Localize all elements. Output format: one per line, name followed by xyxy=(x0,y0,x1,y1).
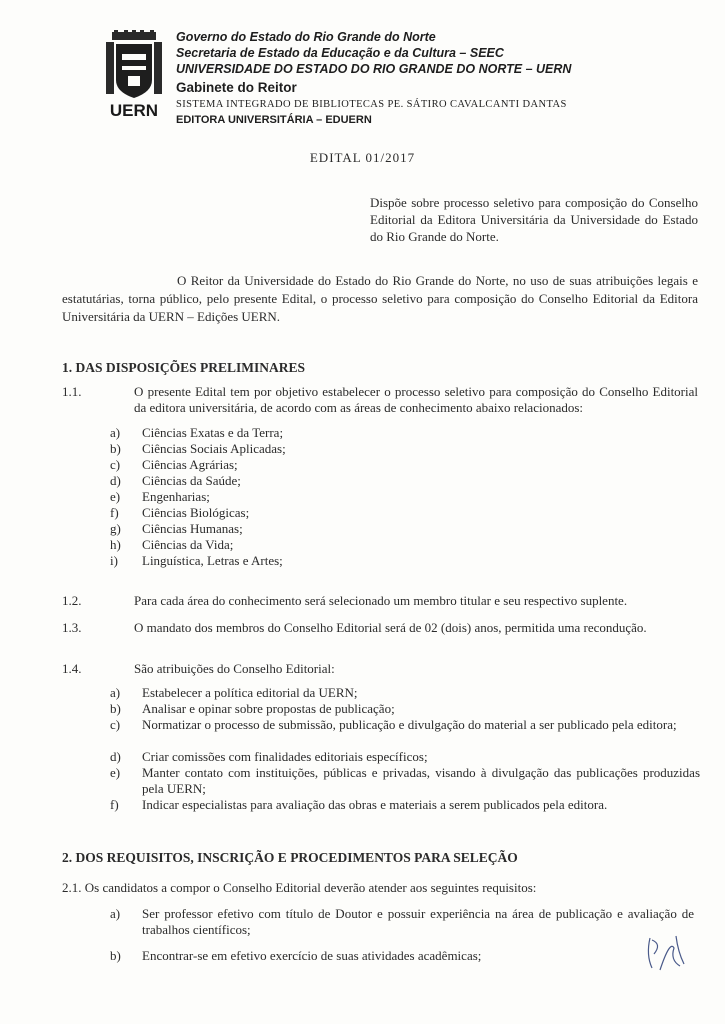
item-1-1 xyxy=(62,384,698,416)
item-text: São atribuições do Conselho Editorial: xyxy=(134,661,335,676)
header-publisher: EDITORA UNIVERSITÁRIA – EDUERN xyxy=(176,114,372,126)
list-item: c) Normatizar o processo de submissão, publicação e divulgação do material a ser publicado pela editora; xyxy=(110,717,677,732)
header-library-system: SISTEMA INTEGRADO DE BIBLIOTECAS PE. SÁTIRO CAVALCANTI DANTAS xyxy=(176,99,567,110)
list-item: f) Indicar especialistas para avaliação das obras e materiais a serem publicados pela editora. xyxy=(110,797,608,812)
item-text: Para cada área do conhecimento será selecionado um membro titular e seu respectivo suplente. xyxy=(134,593,628,608)
list-item: h) Ciências da Vida; xyxy=(110,537,234,552)
edital-title: EDITAL 01/2017 xyxy=(309,150,416,165)
list-item: b) Ciências Sociais Aplicadas; xyxy=(110,441,286,456)
signature-initials xyxy=(640,930,690,975)
section-2-title: 2. DOS REQUISITOS, INSCRIÇÃO E PROCEDIMENTOS PARA SELEÇÃO xyxy=(62,850,518,865)
item-text: O presente Edital tem por objetivo estabelecer o processo seletivo para composição do Conselho Editorial da editora universitária, de acordo com as áreas de conhecimento abaixo relacionados: xyxy=(134,384,698,415)
list-item: d) Criar comissões com finalidades editoriais específicos; xyxy=(110,749,428,764)
list-item: f) Ciências Biológicas; xyxy=(110,505,250,520)
logo-text: UERN xyxy=(109,101,159,120)
preamble: O Reitor da Universidade do Estado do Rio Grande do Norte, no uso de suas atribuições legais e estatutárias, torna público, pelo presente Edital, o processo seletivo para composição do Conselho Editorial da Editora Universitária da UERN – Edições UERN. xyxy=(62,273,698,324)
header-government: Governo do Estado do Rio Grande do Norte xyxy=(176,30,436,44)
list-item: b) Analisar e opinar sobre propostas de publicação; xyxy=(110,701,395,716)
list-item: e) Engenharias; xyxy=(110,489,210,504)
item-number: 1.3. xyxy=(62,620,82,635)
item-number: 1.1. xyxy=(62,384,82,399)
item-number: 1.2. xyxy=(62,593,82,608)
header-office: Gabinete do Reitor xyxy=(176,80,297,95)
list-item: a) Estabelecer a política editorial da UERN; xyxy=(110,685,358,700)
header-university: UNIVERSIDADE DO ESTADO DO RIO GRANDE DO NORTE – UERN xyxy=(176,62,572,76)
item-2-1 xyxy=(62,880,698,896)
list-item: b) Encontrar-se em efetivo exercício de suas atividades acadêmicas; xyxy=(110,948,482,963)
uern-logo xyxy=(100,30,168,122)
ementa: Dispõe sobre processo seletivo para composição do Conselho Editorial da Editora Universitária da Universidade do Estado do Rio Grande do Norte. xyxy=(370,195,698,244)
item-number: 1.4. xyxy=(62,661,82,676)
item-1-2 xyxy=(62,593,698,609)
item-1-4 xyxy=(62,661,698,677)
header-secretariat: Secretaria de Estado da Educação e da Cultura – SEEC xyxy=(176,46,504,60)
list-item: d) Ciências da Saúde; xyxy=(110,473,241,488)
list-item: e) Manter contato com instituições, públicas e privadas, visando à divulgação das publicações produzidas pela UERN; xyxy=(110,765,700,796)
list-item: g) Ciências Humanas; xyxy=(110,521,243,536)
list-item: a) Ser professor efetivo com título de Doutor e possuir experiência na área de publicação e avaliação de trabalhos científicos; xyxy=(110,906,694,937)
item-text: 2.1. Os candidatos a compor o Conselho Editorial deverão atender aos seguintes requisitos: xyxy=(62,880,537,895)
item-text: O mandato dos membros do Conselho Editorial será de 02 (dois) anos, permitida uma recondução. xyxy=(134,620,647,635)
section-1-title: 1. DAS DISPOSIÇÕES PRELIMINARES xyxy=(62,360,306,375)
item-1-3 xyxy=(62,620,698,636)
list-item: c) Ciências Agrárias; xyxy=(110,457,238,472)
list-item: i) Linguística, Letras e Artes; xyxy=(110,553,283,568)
list-item: a) Ciências Exatas e da Terra; xyxy=(110,425,284,440)
